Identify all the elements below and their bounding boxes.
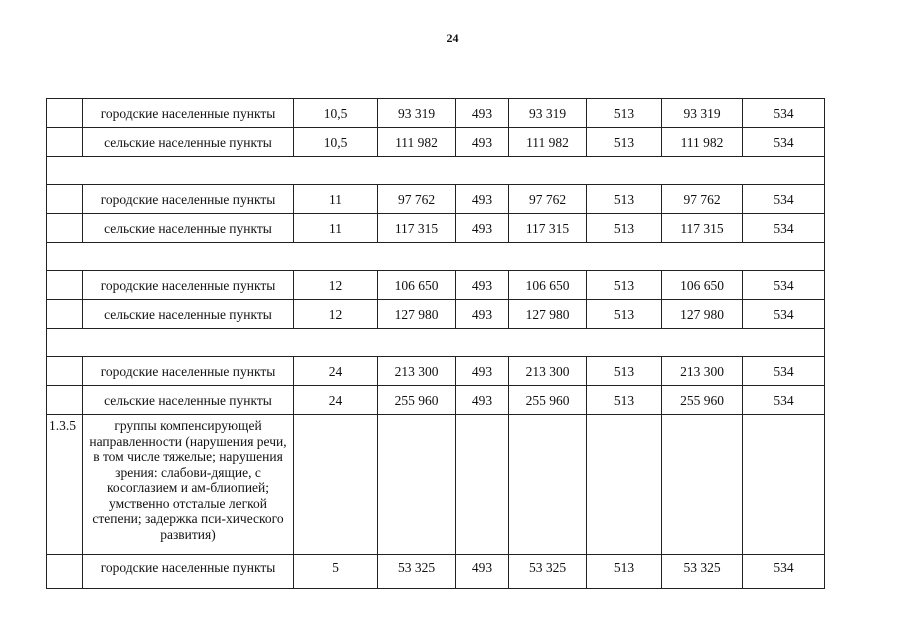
value-days-3: 534 xyxy=(743,300,825,329)
empty-cell xyxy=(662,415,743,555)
value-norm: 24 xyxy=(294,357,378,386)
section-row xyxy=(47,415,825,555)
empty-cell xyxy=(587,415,662,555)
value-days-2: 513 xyxy=(587,555,662,589)
settlement-label: городские населенные пункты xyxy=(83,185,294,214)
table-row xyxy=(47,243,825,271)
value-norm: 10,5 xyxy=(294,99,378,128)
table-row xyxy=(47,386,825,415)
empty-cell xyxy=(743,415,825,555)
settlement-label: городские населенные пункты xyxy=(83,99,294,128)
value-days-1: 493 xyxy=(456,185,509,214)
value-days-3: 534 xyxy=(743,386,825,415)
value-cost-3: 93 319 xyxy=(662,99,743,128)
settlement-label: сельские населенные пункты xyxy=(83,128,294,157)
code-cell xyxy=(47,128,83,157)
value-days-2: 513 xyxy=(587,214,662,243)
table-row xyxy=(47,271,825,300)
value-cost-3: 255 960 xyxy=(662,386,743,415)
value-cost-2: 127 980 xyxy=(509,300,587,329)
value-days-3: 534 xyxy=(743,271,825,300)
value-cost-3: 97 762 xyxy=(662,185,743,214)
table-row xyxy=(47,157,825,185)
value-days-2: 513 xyxy=(587,99,662,128)
value-cost-2: 117 315 xyxy=(509,214,587,243)
table-row xyxy=(47,128,825,157)
code-cell xyxy=(47,99,83,128)
blank-separator-row xyxy=(47,157,825,185)
value-cost-1: 111 982 xyxy=(378,128,456,157)
blank-separator-row xyxy=(47,329,825,357)
value-days-2: 513 xyxy=(587,300,662,329)
empty-cell xyxy=(456,415,509,555)
settlement-label: городские населенные пункты xyxy=(83,271,294,300)
value-cost-3: 53 325 xyxy=(662,555,743,589)
value-norm: 10,5 xyxy=(294,128,378,157)
value-days-2: 513 xyxy=(587,128,662,157)
value-days-3: 534 xyxy=(743,555,825,589)
code-cell xyxy=(47,300,83,329)
value-days-1: 493 xyxy=(456,214,509,243)
value-cost-2: 53 325 xyxy=(509,555,587,589)
value-days-3: 534 xyxy=(743,128,825,157)
value-norm: 5 xyxy=(294,555,378,589)
value-cost-3: 117 315 xyxy=(662,214,743,243)
table-row xyxy=(47,214,825,243)
value-cost-1: 93 319 xyxy=(378,99,456,128)
value-cost-2: 255 960 xyxy=(509,386,587,415)
settlement-label: сельские населенные пункты xyxy=(83,300,294,329)
value-cost-2: 213 300 xyxy=(509,357,587,386)
value-days-2: 513 xyxy=(587,271,662,300)
table-body xyxy=(47,99,825,589)
value-cost-3: 111 982 xyxy=(662,128,743,157)
value-cost-3: 213 300 xyxy=(662,357,743,386)
value-days-1: 493 xyxy=(456,357,509,386)
settlement-label: сельские населенные пункты xyxy=(83,386,294,415)
settlement-label: городские населенные пункты xyxy=(83,357,294,386)
empty-cell xyxy=(378,415,456,555)
value-days-2: 513 xyxy=(587,185,662,214)
section-description: группы компенсирующей направленности (нарушения речи, в том числе тяжелые; нарушения зрения: слабови-дящие, с косоглазием и ам-блиопией; умственно отсталые легкой степени; задержка пси-хического развития) xyxy=(83,415,294,555)
code-cell xyxy=(47,386,83,415)
value-cost-2: 97 762 xyxy=(509,185,587,214)
empty-cell xyxy=(509,415,587,555)
settlement-label: городские населенные пункты xyxy=(83,555,294,589)
value-days-1: 493 xyxy=(456,386,509,415)
code-cell xyxy=(47,185,83,214)
value-days-3: 534 xyxy=(743,357,825,386)
value-cost-1: 117 315 xyxy=(378,214,456,243)
value-days-3: 534 xyxy=(743,214,825,243)
page-number: 24 xyxy=(446,31,459,45)
value-norm: 12 xyxy=(294,300,378,329)
value-cost-3: 106 650 xyxy=(662,271,743,300)
empty-cell xyxy=(294,415,378,555)
value-days-1: 493 xyxy=(456,555,509,589)
value-days-1: 493 xyxy=(456,99,509,128)
settlement-label: сельские населенные пункты xyxy=(83,214,294,243)
code-cell xyxy=(47,214,83,243)
value-days-3: 534 xyxy=(743,99,825,128)
value-norm: 11 xyxy=(294,185,378,214)
code-cell xyxy=(47,357,83,386)
value-norm: 12 xyxy=(294,271,378,300)
value-cost-1: 53 325 xyxy=(378,555,456,589)
table-row xyxy=(47,329,825,357)
value-cost-2: 93 319 xyxy=(509,99,587,128)
table-row xyxy=(47,357,825,386)
blank-separator-row xyxy=(47,243,825,271)
value-days-3: 534 xyxy=(743,185,825,214)
value-cost-2: 106 650 xyxy=(509,271,587,300)
value-cost-2: 111 982 xyxy=(509,128,587,157)
table-row xyxy=(47,99,825,128)
code-cell xyxy=(47,271,83,300)
value-cost-1: 97 762 xyxy=(378,185,456,214)
value-days-2: 513 xyxy=(587,386,662,415)
value-cost-1: 106 650 xyxy=(378,271,456,300)
value-cost-1: 255 960 xyxy=(378,386,456,415)
value-days-2: 513 xyxy=(587,357,662,386)
value-cost-1: 127 980 xyxy=(378,300,456,329)
value-norm: 11 xyxy=(294,214,378,243)
value-days-1: 493 xyxy=(456,300,509,329)
value-days-1: 493 xyxy=(456,128,509,157)
value-cost-1: 213 300 xyxy=(378,357,456,386)
value-norm: 24 xyxy=(294,386,378,415)
value-cost-3: 127 980 xyxy=(662,300,743,329)
table-row xyxy=(47,300,825,329)
table-row xyxy=(47,555,825,589)
code-cell xyxy=(47,555,83,589)
table-row xyxy=(47,185,825,214)
tariff-table xyxy=(46,98,825,589)
value-days-1: 493 xyxy=(456,271,509,300)
section-code: 1.3.5 xyxy=(47,415,83,555)
